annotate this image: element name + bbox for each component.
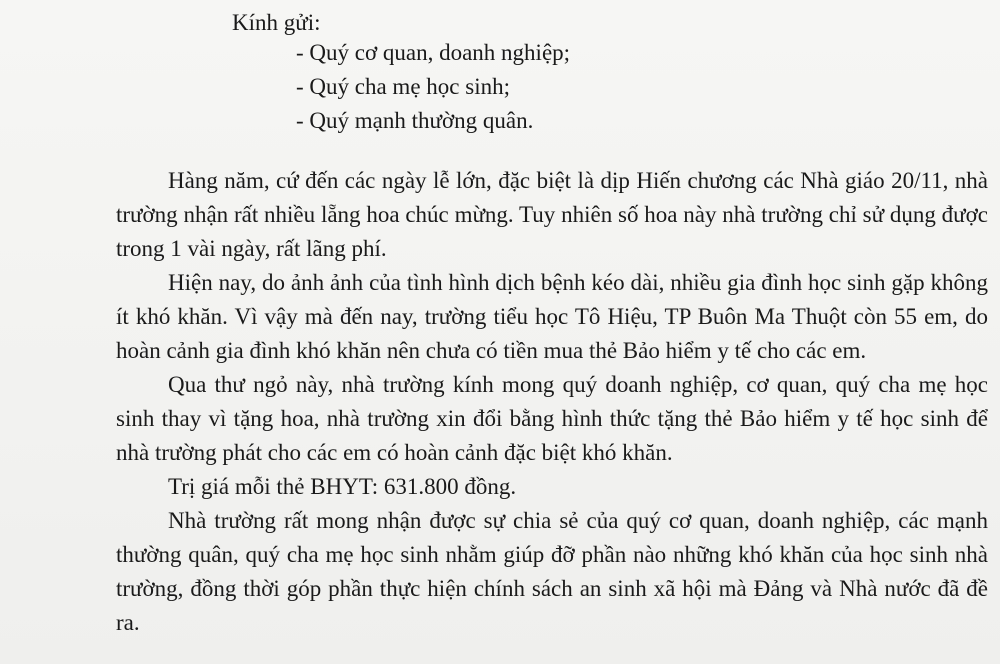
salutation: Kính gửi: (232, 10, 321, 35)
paragraph: Hiện nay, do ảnh ảnh của tình hình dịch bệnh kéo dài, nhiều gia đình học sinh gặp không ít khó khăn. Vì vậy mà đến nay, trường tiểu học Tô Hiệu, TP Buôn Ma Thuột còn 55 em, do hoàn cảnh gia đình khó khăn nên chưa có tiền mua thẻ Bảo hiểm y tế cho các em. (116, 270, 988, 363)
letter-body (116, 164, 988, 640)
paragraph: Trị giá mỗi thẻ BHYT: 631.800 đồng. (168, 474, 517, 499)
paragraph: Hàng năm, cứ đến các ngày lễ lớn, đặc biệt là dịp Hiến chương các Nhà giáo 20/11, nhà trường nhận rất nhiều lẵng hoa chúc mừng. Tuy nhiên số hoa này nhà trường chỉ sử dụng được trong 1 vài ngày, rất lãng phí. (116, 168, 988, 261)
paragraph: Nhà trường rất mong nhận được sự chia sẻ của quý cơ quan, doanh nghiệp, các mạnh thường quân, quý cha mẹ học sinh nhằm giúp đỡ phần nào những khó khăn của học sinh nhà trường, đồng thời góp phần thực hiện chính sách an sinh xã hội mà Đảng và Nhà nước đã đề ra. (116, 508, 988, 635)
paragraph: Qua thư ngỏ này, nhà trường kính mong quý doanh nghiệp, cơ quan, quý cha mẹ học sinh thay vì tặng hoa, nhà trường xin đổi bằng hình thức tặng thẻ Bảo hiểm y tế học sinh để nhà trường phát cho các em có hoàn cảnh đặc biệt khó khăn. (116, 372, 988, 465)
recipient-item: - Quý cơ quan, doanh nghiệp; (296, 40, 571, 65)
recipient-item: - Quý mạnh thường quân. (296, 108, 534, 133)
recipient-list (296, 36, 570, 138)
recipient-item: - Quý cha mẹ học sinh; (296, 74, 510, 99)
